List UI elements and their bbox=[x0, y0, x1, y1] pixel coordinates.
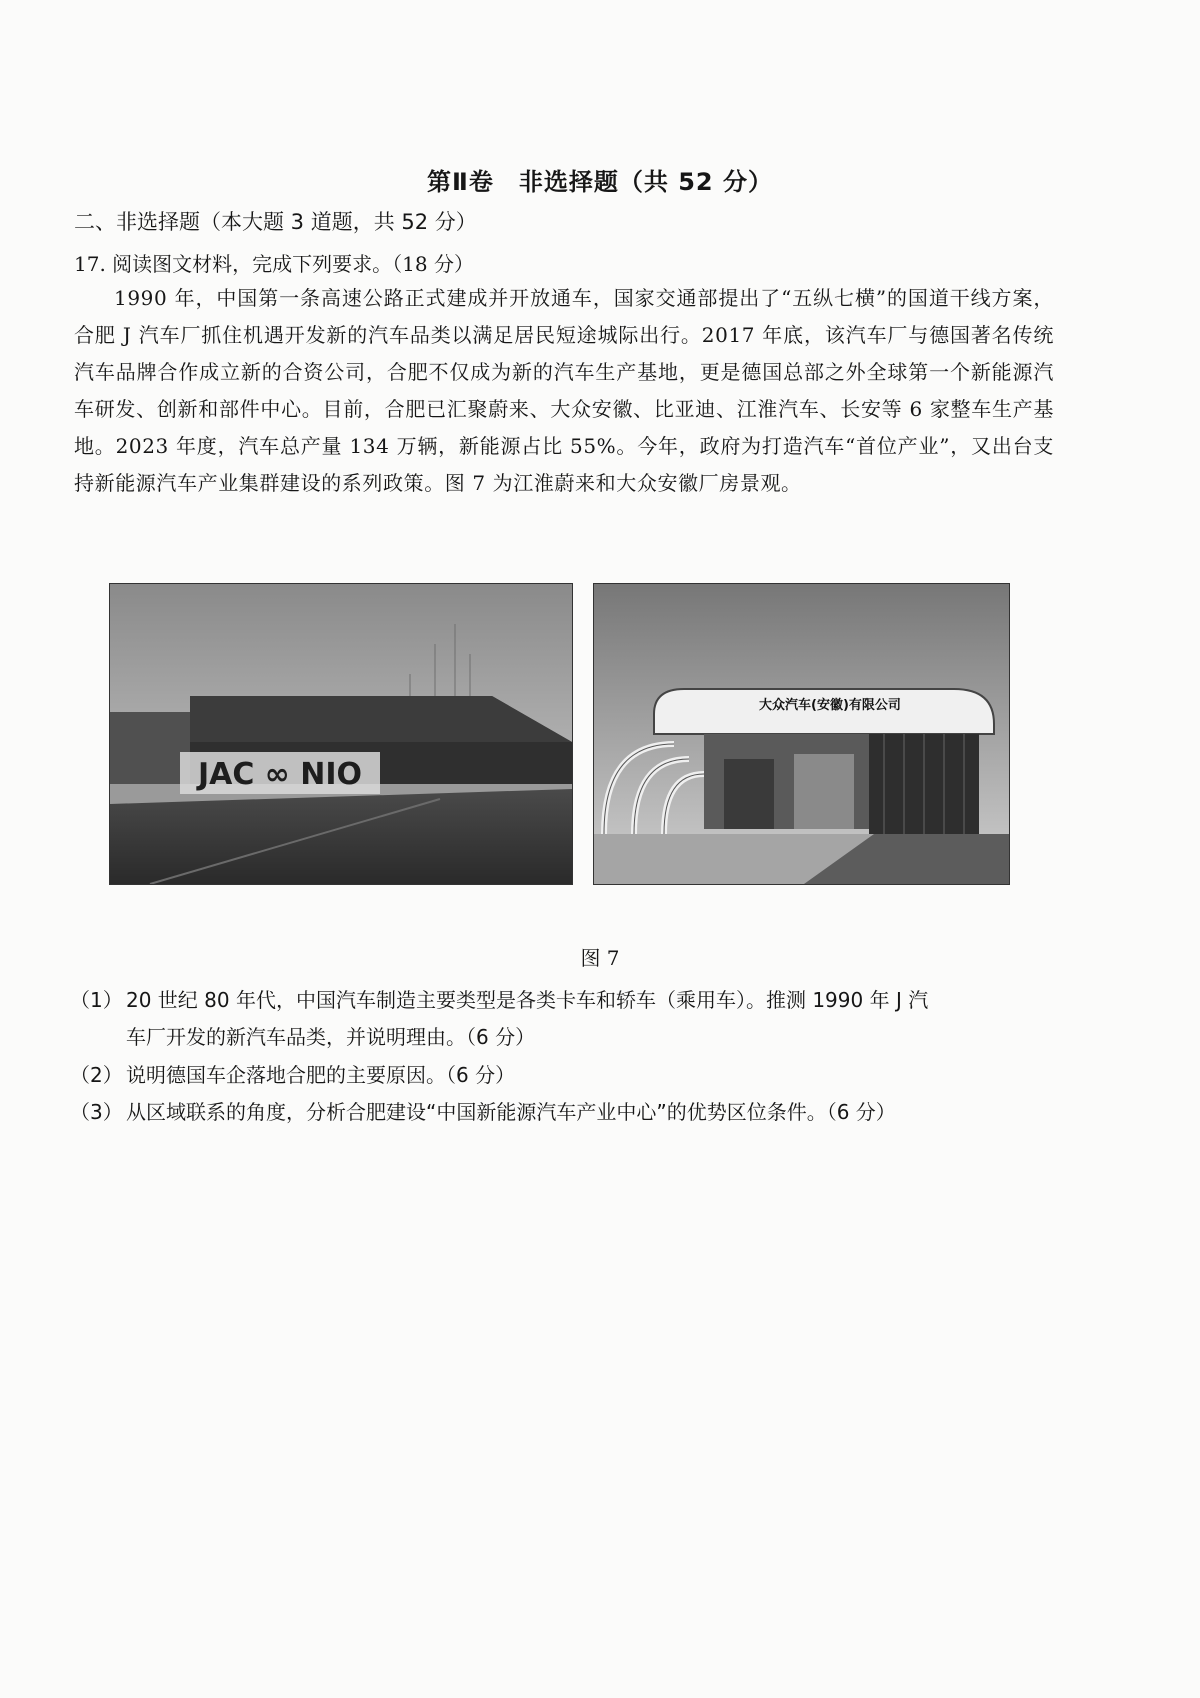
question-passage: 1990 年，中国第一条高速公路正式建成并开放通车，国家交通部提出了“五纵七横”的国道干线方案，合肥 J 汽车厂抓住机遇开发新的汽车品类以满足居民短途城际出行。2017 年底，该汽车厂与德国著名传统汽车品牌合作成立新的合资公司，合肥不仅成为新的汽车生产基地，更是德国总部之外全球第一个新能源汽车研发、创新和部件中心。目前，合肥已汇聚蔚来、大众安徽、比亚迪、江淮汽车、长安等 6 家整车生产基地。2023 年度，汽车总产量 134 万辆，新能源占比 55%。今年，政府为打造汽车“首位产业”，又出台支持新能源汽车产业集群建设的系列政策。图 7 为江淮蔚来和大众安徽厂房景观。 bbox=[74, 286, 1054, 495]
section-title: 二、非选择题（本大题 3 道题，共 52 分） bbox=[74, 210, 477, 234]
sub-question-3 bbox=[70, 1094, 1080, 1131]
sub-question-number: （1） bbox=[70, 988, 123, 1012]
sub-question-1 bbox=[70, 982, 1080, 1056]
sub-question-text-continued: 车厂开发的新汽车品类，并说明理由。（6 分） bbox=[126, 1025, 536, 1049]
sub-question-text: 说明德国车企落地合肥的主要原因。（6 分） bbox=[126, 1063, 516, 1087]
sub-question-text: 从区域联系的角度，分析合肥建设“中国新能源汽车产业中心”的优势区位条件。（6 分） bbox=[126, 1100, 896, 1124]
jac-nio-sign-text: JAC ∞ NIO bbox=[197, 757, 363, 792]
sub-question-number: （3） bbox=[70, 1100, 123, 1124]
sub-question-text: 20 世纪 80 年代，中国汽车制造主要类型是各类卡车和轿车（乘用车）。推测 1990 年 J 汽 bbox=[126, 988, 929, 1012]
vw-anhui-sign-text: 大众汽车(安徽)有限公司 bbox=[759, 698, 901, 713]
question-instruction: 阅读图文材料，完成下列要求。（18 分） bbox=[112, 252, 474, 276]
photo-volkswagen-anhui-gate bbox=[593, 583, 1010, 885]
part-title: 第Ⅱ卷 非选择题（共 52 分） bbox=[427, 168, 773, 196]
sub-question-number: （2） bbox=[70, 1063, 123, 1087]
sub-question-2 bbox=[70, 1057, 1080, 1094]
figure-caption: 图 7 bbox=[580, 946, 620, 970]
question-header bbox=[74, 248, 474, 277]
photo-jac-nio-factory bbox=[109, 583, 573, 885]
question-number: 17. bbox=[74, 252, 106, 276]
